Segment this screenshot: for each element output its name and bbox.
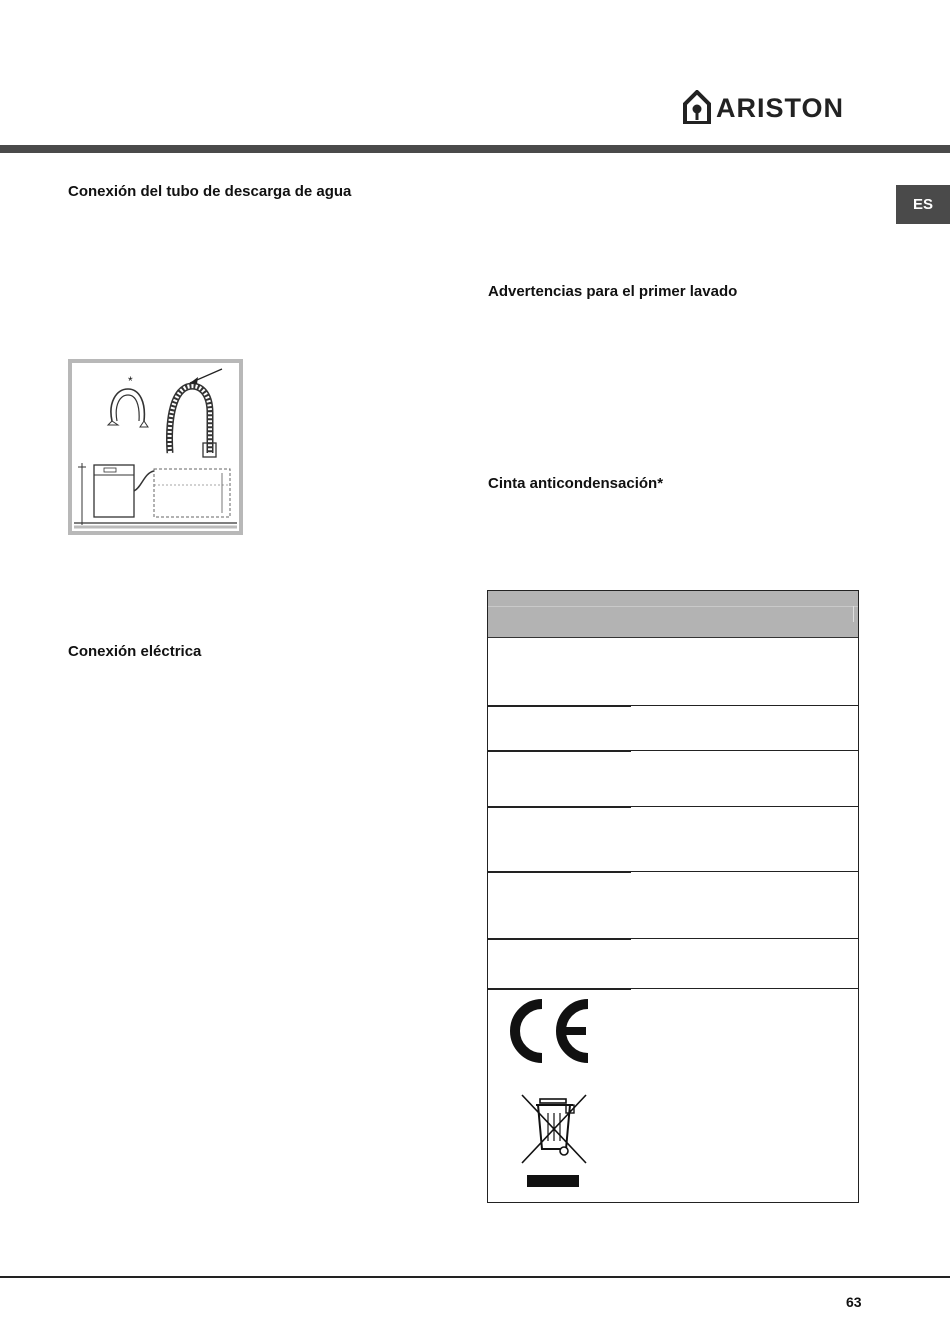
heading-anti-condensation: Cinta anticondensación* (488, 475, 664, 492)
page-number: 63 (846, 1294, 862, 1310)
specifications-table (487, 590, 859, 1203)
drain-hose-illustration (68, 359, 243, 535)
heading-drain-hose: Conexión del tubo de descarga de agua (68, 183, 352, 200)
weee-crossed-bin-icon (518, 1091, 590, 1191)
brand-logo (682, 90, 867, 126)
language-tab: ES (896, 185, 950, 224)
table-row-divider (488, 705, 858, 706)
header-rule (0, 145, 950, 153)
figure-asterisk: * (128, 374, 133, 388)
table-row-divider (488, 871, 858, 872)
heading-first-wash: Advertencias para el primer lavado (488, 283, 738, 300)
brand-name: ARISTON (716, 93, 845, 123)
table-row-divider (488, 806, 858, 807)
heading-electrical: Conexión eléctrica (68, 643, 202, 660)
table-row-divider (488, 938, 858, 939)
ariston-house-icon (682, 90, 712, 124)
table-header (488, 591, 858, 638)
table-row-divider (488, 750, 858, 751)
footer-rule (0, 1276, 950, 1278)
ce-mark-icon (508, 996, 598, 1066)
table-row-divider (488, 988, 858, 989)
